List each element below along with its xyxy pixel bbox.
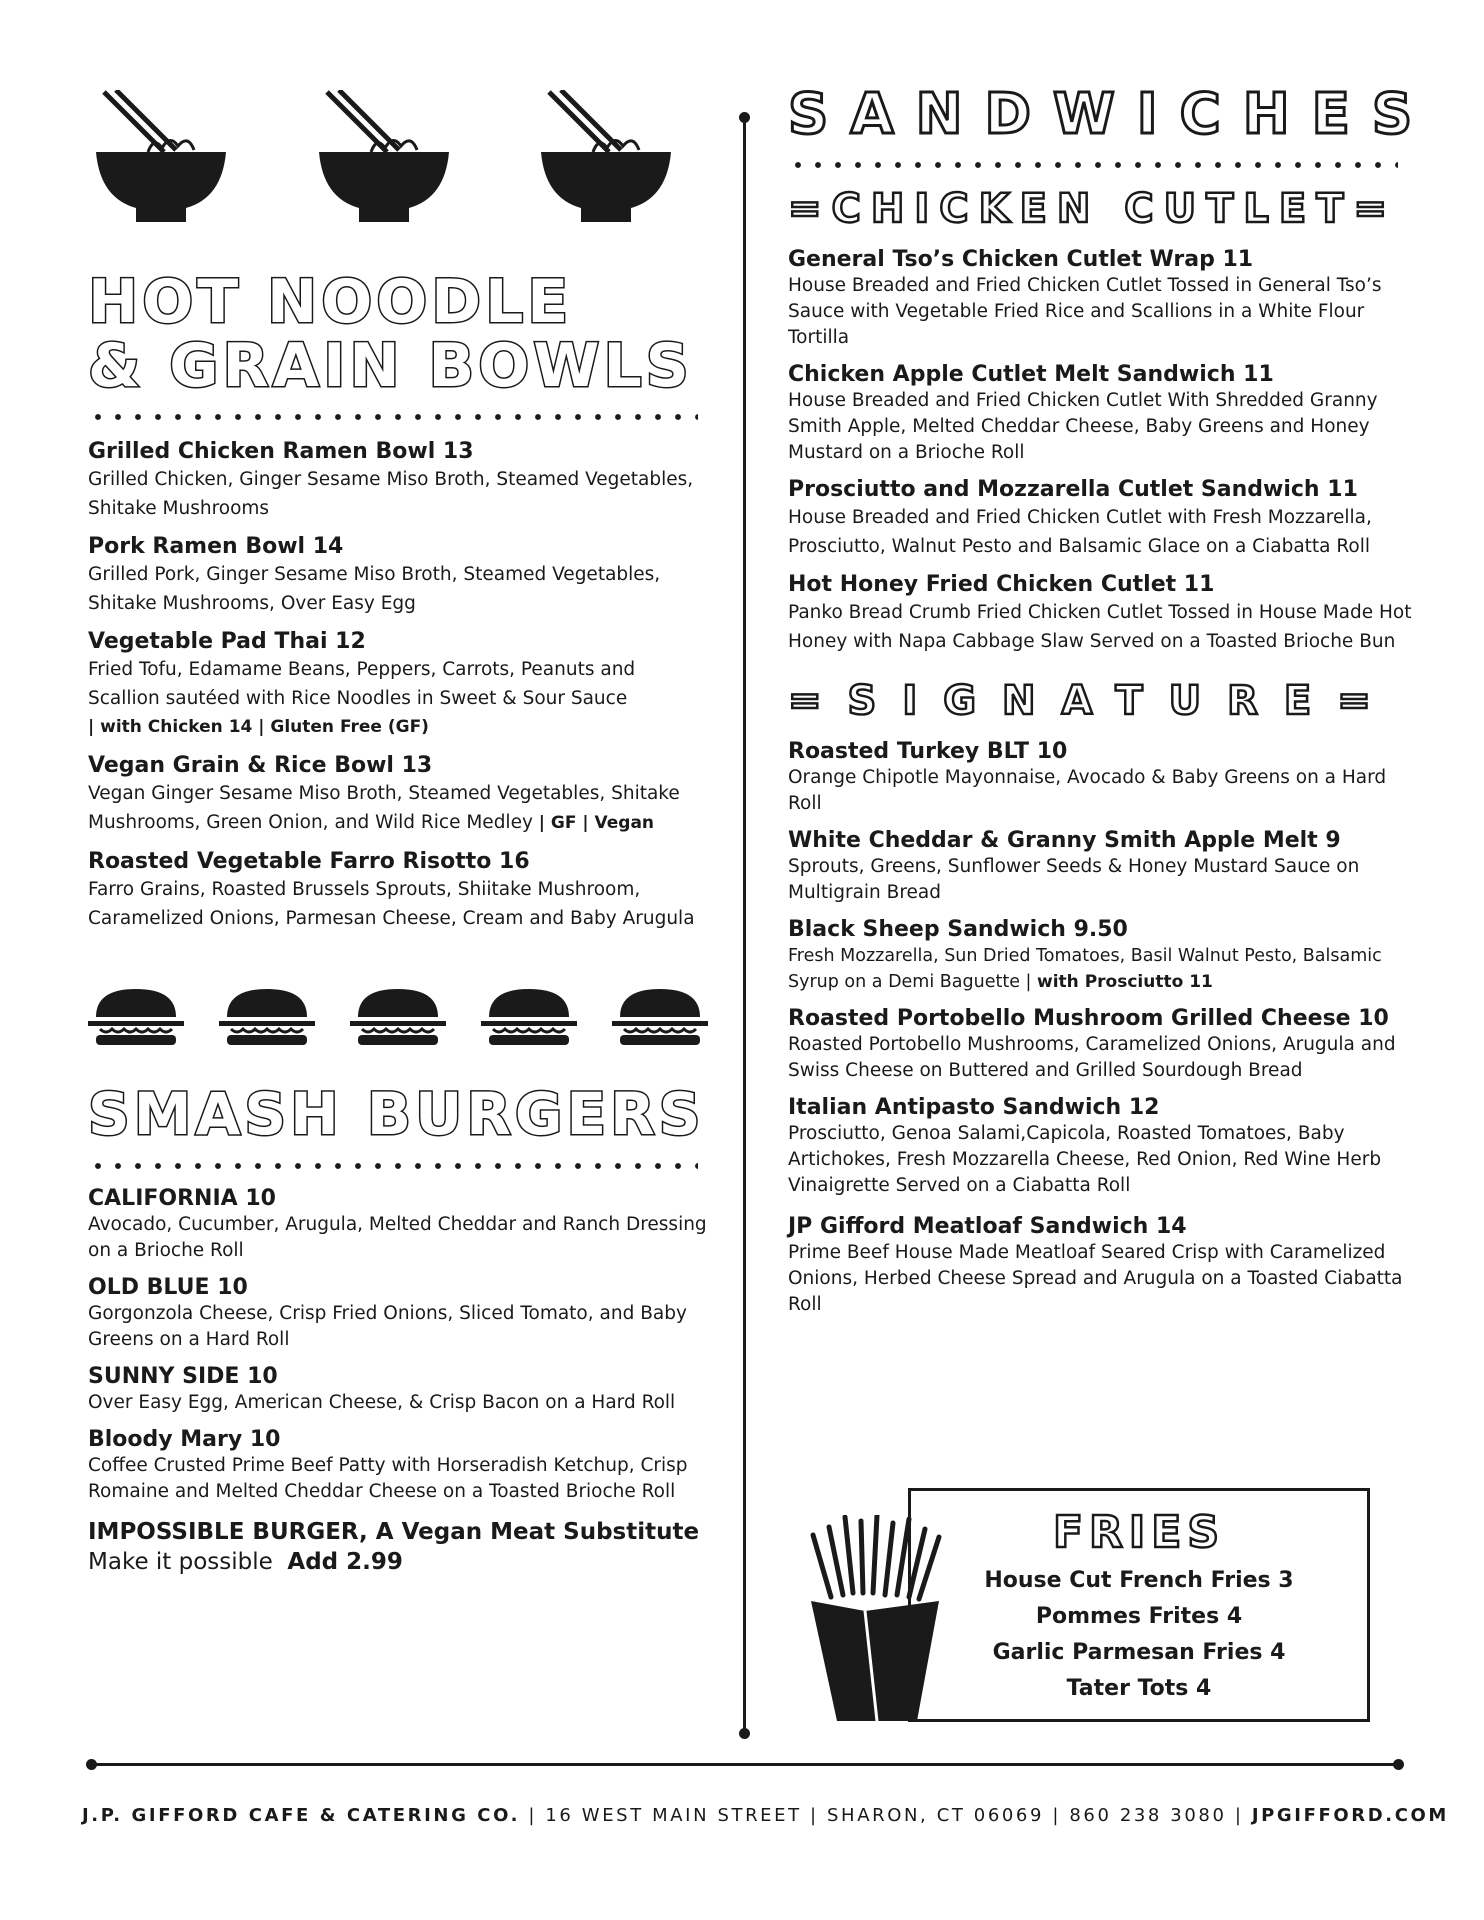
- menu-item: [788, 916, 1418, 995]
- dotted-divider: [88, 412, 698, 422]
- item-name: Black Sheep Sandwich 9.50: [788, 917, 1128, 942]
- item-desc: Over Easy Egg, American Cheese, & Crisp Bacon on a Hard Roll: [88, 1392, 676, 1413]
- item-desc: Coffee Crusted Prime Beef Patty with Horseradish Ketchup, Crisp Romaine and Melted Cheddar Cheese on a Toasted Brioche Roll: [88, 1455, 688, 1502]
- item-name: IMPOSSIBLE BURGER, A Vegan Meat Substitute: [88, 1519, 700, 1545]
- item-desc: Gorgonzola Cheese, Crisp Fried Onions, Sliced Tomato, and Baby Greens on a Hard Roll: [88, 1303, 687, 1350]
- item-desc: Orange Chipotle Mayonnaise, Avocado & Baby Greens on a Hard Roll: [788, 767, 1387, 814]
- impossible-text: Make it possible: [88, 1549, 273, 1575]
- menu-item: [88, 1185, 708, 1264]
- item-name: Bloody Mary 10: [88, 1427, 281, 1452]
- menu-item: [88, 1426, 708, 1505]
- item-name: Chicken Apple Cutlet Melt Sandwich 11: [788, 362, 1274, 387]
- menu-item: [88, 438, 708, 523]
- item-desc: Sprouts, Greens, Sunflower Seeds & Honey Mustard Sauce on Multigrain Bread: [788, 856, 1360, 903]
- item-desc: House Breaded and Fried Chicken Cutlet Tossed in General Tso’s Sauce with Vegetable Fried Rice and Scallions in a White Flour Tortilla: [788, 275, 1382, 348]
- chicken-cutlet-title: =CHICKEN CUTLET=: [788, 186, 1398, 232]
- item-option: | with Chicken 14 | Gluten Free (GF): [88, 717, 429, 737]
- fries-item: Pommes Frites 4: [1035, 1604, 1243, 1629]
- right-column: [788, 80, 1435, 1318]
- item-desc: Prosciutto, Genoa Salami,Capicola, Roasted Tomatoes, Baby Artichokes, Fresh Mozzarella Cheese, Red Onion, Red Wine Herb Vinaigrette Served on a Ciabatta Roll: [788, 1123, 1382, 1196]
- menu-item: [788, 571, 1418, 656]
- item-option: | GF | Vegan: [538, 813, 655, 833]
- column-divider: [743, 118, 746, 1733]
- item-name: Vegetable Pad Thai 12: [88, 629, 366, 654]
- item-name: General Tso’s Chicken Cutlet Wrap 11: [788, 247, 1254, 272]
- signature-title: =SIGNATURE=: [788, 678, 1397, 724]
- fries-item: House Cut French Fries 3: [984, 1568, 1294, 1593]
- menu-item: [88, 752, 708, 838]
- dotted-divider: [788, 160, 1398, 170]
- noodle-bowl-icon: [541, 90, 671, 230]
- footer: [82, 1805, 1449, 1826]
- item-name: Roasted Turkey BLT 10: [788, 739, 1068, 764]
- impossible-price: Add 2.99: [287, 1549, 403, 1575]
- item-name: CALIFORNIA 10: [88, 1186, 276, 1211]
- menu-item: [88, 533, 708, 618]
- noodle-bowl-icon: [319, 90, 449, 230]
- chicken-cutlet-list: [788, 246, 1418, 656]
- left-column: [88, 90, 708, 1578]
- footer-company: J.P. GIFFORD CAFE & CATERING CO.: [82, 1805, 521, 1826]
- item-name: JP Gifford Meatloaf Sandwich 14: [788, 1214, 1187, 1239]
- footer-website[interactable]: JPGIFFORD.COM: [1251, 1805, 1449, 1826]
- menu-item: [788, 1213, 1418, 1318]
- item-name: Grilled Chicken Ramen Bowl 13: [88, 439, 474, 464]
- fries-list: [911, 1563, 1367, 1707]
- sandwiches-title: SANDWICHES: [788, 82, 1435, 147]
- item-desc: Avocado, Cucumber, Arugula, Melted Cheddar and Ranch Dressing on a Brioche Roll: [88, 1214, 707, 1261]
- smash-list: [88, 1185, 708, 1578]
- menu-item: [788, 246, 1418, 351]
- burger-icon: [219, 987, 315, 1047]
- item-name: Roasted Portobello Mushroom Grilled Cheese 10: [788, 1006, 1389, 1031]
- footer-address: | 16 WEST MAIN STREET | SHARON, CT 06069 | 860 238 3080 |: [528, 1805, 1244, 1826]
- footer-divider: [92, 1763, 1398, 1766]
- item-desc: Panko Bread Crumb Fried Chicken Cutlet Tossed in House Made Hot Honey with Napa Cabbage Slaw Served on a Toasted Brioche Bun: [788, 602, 1412, 652]
- item-desc: Grilled Chicken, Ginger Sesame Miso Broth, Steamed Vegetables, Shitake Mushrooms: [88, 469, 694, 519]
- item-name: SUNNY SIDE 10: [88, 1364, 278, 1389]
- burger-icon: [612, 987, 708, 1047]
- burger-icon: [88, 987, 184, 1047]
- item-option: with Prosciutto 11: [1037, 972, 1213, 992]
- noodle-bowl-icon: [96, 90, 226, 230]
- menu-item: [88, 848, 708, 933]
- menu-item: [788, 361, 1418, 466]
- item-name: Vegan Grain & Rice Bowl 13: [88, 753, 433, 778]
- menu-item: [788, 1005, 1418, 1084]
- bowl-icons: [96, 90, 671, 230]
- item-name: Roasted Vegetable Farro Risotto 16: [88, 849, 530, 874]
- hot-noodle-title-line2: & GRAIN BOWLS: [88, 331, 693, 401]
- item-name: Italian Antipasto Sandwich 12: [788, 1095, 1160, 1120]
- menu-item: [788, 827, 1418, 906]
- signature-list: [788, 738, 1418, 1318]
- item-desc: Fresh Mozzarella, Sun Dried Tomatoes, Basil Walnut Pesto, Balsamic Syrup on a Demi Baguette |: [788, 946, 1382, 992]
- menu-item: [788, 738, 1418, 817]
- hot-noodle-list: [88, 438, 708, 933]
- item-name: OLD BLUE 10: [88, 1275, 248, 1300]
- item-desc: Fried Tofu, Edamame Beans, Peppers, Carrots, Peanuts and Scallion sautéed with Rice Noodles in Sweet & Sour Sauce: [88, 659, 636, 709]
- item-desc: House Breaded and Fried Chicken Cutlet with Fresh Mozzarella, Prosciutto, Walnut Pesto and Balsamic Glace on a Ciabatta Roll: [788, 507, 1372, 557]
- menu-item-impossible: [88, 1519, 708, 1578]
- menu-item: [788, 476, 1418, 561]
- burger-icon: [481, 987, 577, 1047]
- smash-burgers-title: SMASH BURGERS: [88, 1080, 705, 1148]
- burger-icon: [350, 987, 446, 1047]
- menu-item: [88, 628, 708, 742]
- menu-item: [788, 1094, 1418, 1199]
- item-desc: House Breaded and Fried Chicken Cutlet With Shredded Granny Smith Apple, Melted Cheddar Cheese, Baby Greens and Honey Mustard on a Brioche Roll: [788, 390, 1378, 463]
- item-name: Hot Honey Fried Chicken Cutlet 11: [788, 572, 1215, 597]
- item-name: Prosciutto and Mozzarella Cutlet Sandwich 11: [788, 477, 1358, 502]
- item-desc: Vegan Ginger Sesame Miso Broth, Steamed Vegetables, Shitake Mushrooms, Green Onion, and Wild Rice Medley: [88, 783, 680, 833]
- item-desc: Grilled Pork, Ginger Sesame Miso Broth, Steamed Vegetables, Shitake Mushrooms, Over Easy Egg: [88, 564, 661, 614]
- item-desc: Farro Grains, Roasted Brussels Sprouts, Shiitake Mushroom, Caramelized Onions, Parmesan Cheese, Cream and Baby Arugula: [88, 879, 695, 929]
- hot-noodle-title-line1: HOT NOODLE: [88, 267, 573, 337]
- item-desc: Prime Beef House Made Meatloaf Seared Crisp with Caramelized Onions, Herbed Cheese Spread and Arugula on a Toasted Ciabatta Roll: [788, 1242, 1403, 1315]
- fries-title: FRIES: [1052, 1507, 1226, 1558]
- item-desc: Roasted Portobello Mushrooms, Caramelized Onions, Arugula and Swiss Cheese on Buttered and Grilled Sourdough Bread: [788, 1034, 1396, 1081]
- item-name: White Cheddar & Granny Smith Apple Melt 9: [788, 828, 1341, 853]
- item-name: Pork Ramen Bowl 14: [88, 534, 344, 559]
- hot-noodle-title: [88, 267, 708, 401]
- fries-box: [908, 1488, 1370, 1722]
- burger-icons: [88, 987, 708, 1057]
- menu-item: [88, 1363, 708, 1416]
- fries-item: Tater Tots 4: [1066, 1676, 1212, 1701]
- menu-item: [88, 1274, 708, 1353]
- fries-item: Garlic Parmesan Fries 4: [992, 1640, 1286, 1665]
- dotted-divider: [88, 1161, 698, 1171]
